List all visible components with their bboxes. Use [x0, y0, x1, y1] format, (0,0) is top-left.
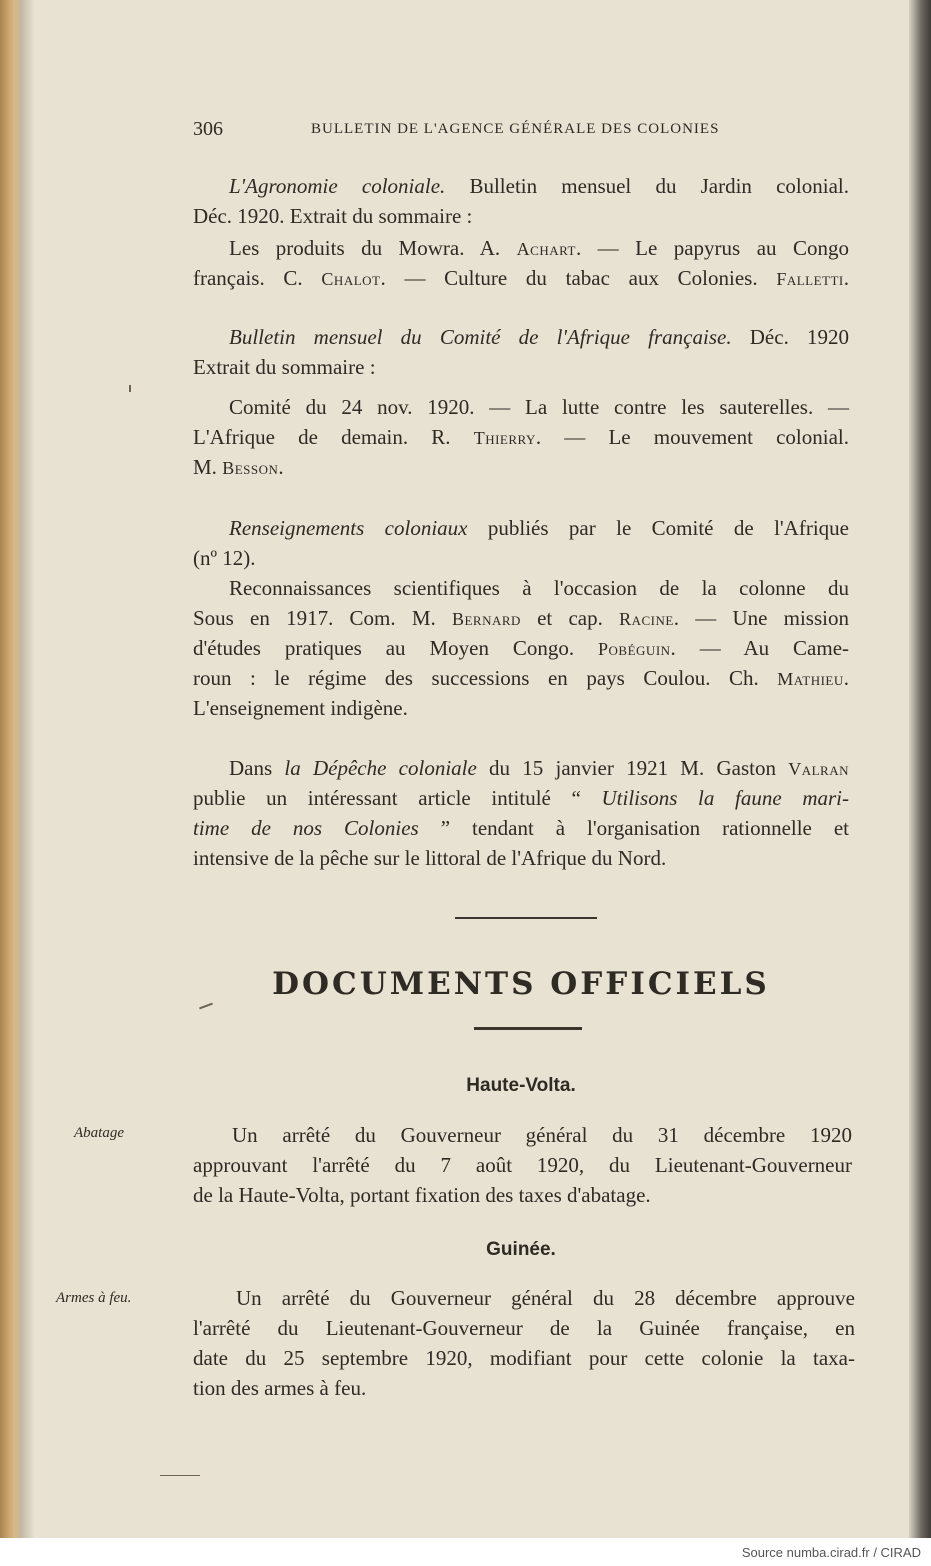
author-name: Chalot	[321, 269, 381, 289]
gutter-shadow	[20, 0, 34, 1538]
author-name: Pobéguin	[598, 639, 671, 659]
margin-note-armes: Armes à feu.	[56, 1290, 132, 1306]
journal-title: L'Agronomie coloniale.	[229, 174, 446, 198]
source-credit: Source numba.cirad.fr / CIRAD	[741, 1545, 921, 1560]
agronomie-line-4: français. C. Chalot. — Culture du tabac aux Colonies. Falletti.	[193, 266, 850, 290]
author-name: Thierry	[473, 428, 536, 448]
agronomie-line-3: Les produits du Mowra. A. Achart. — Le papyrus au Congo	[229, 236, 849, 260]
page-edge-shadow	[909, 0, 931, 1538]
comite-line-3: Comité du 24 nov. 1920. — La lutte contre les sauterelles. —	[229, 395, 849, 419]
separator-rule	[455, 917, 597, 919]
haute-volta-line-2: approuvant l'arrêté du 7 août 1920, du Lieutenant-Gouverneur	[193, 1153, 852, 1177]
comite-line-5: M. Besson.	[193, 455, 284, 479]
depeche-line-3: time de nos Colonies ” tendant à l'organisation rationnelle et	[193, 816, 849, 840]
author-name: Racine	[619, 609, 674, 629]
guinee-line-1: Un arrêté du Gouverneur général du 28 décembre approuve	[236, 1286, 855, 1310]
guinee-line-2: l'arrêté du Lieutenant-Gouverneur de la Guinée française, en	[193, 1316, 855, 1340]
depeche-line-2: publie un intéressant article intitulé “ Utilisons la faune mari-	[193, 786, 849, 810]
author-name: Besson	[222, 458, 279, 478]
renseignements-line-5: d'études pratiques au Moyen Congo. Pobéguin. — Au Came-	[193, 636, 850, 660]
guinee-line-3: date du 25 septembre 1920, modifiant pour cette colonie la taxa-	[193, 1346, 855, 1370]
renseignements-line-1: Renseignements coloniaux publiés par le Comité de l'Afrique	[229, 516, 849, 540]
section-title: DOCUMENTS OFFICIELS	[272, 966, 770, 1002]
scan-speck	[160, 1475, 200, 1476]
renseignements-line-2: (nº 12).	[193, 546, 256, 570]
margin-note-abatage: Abatage	[74, 1125, 124, 1141]
page-number: 306	[193, 118, 223, 140]
author-name: Bernard	[451, 609, 521, 629]
renseignements-line-6: roun : le régime des successions en pays Coulou. Ch. Mathieu.	[193, 666, 849, 690]
subsection-title-haute-volta: Haute-Volta.	[466, 1075, 576, 1096]
journal-title: la Dépêche coloniale	[284, 756, 477, 780]
author-name: Achart	[516, 239, 576, 259]
journal-title: Renseignements coloniaux	[229, 516, 468, 540]
comite-line-1: Bulletin mensuel du Comité de l'Afrique française. Déc. 1920	[229, 325, 850, 349]
author-name: Mathieu	[777, 669, 844, 689]
depeche-line-4: intensive de la pêche sur le littoral de l'Afrique du Nord.	[193, 846, 667, 870]
guinee-line-4: tion des armes à feu.	[193, 1376, 367, 1400]
article-title: time de nos Colonies	[193, 816, 419, 840]
book-binding	[0, 0, 20, 1538]
comite-line-4: L'Afrique de demain. R. Thierry. — Le mouvement colonial.	[193, 425, 849, 449]
agronomie-line-1: L'Agronomie coloniale. Bulletin mensuel du Jardin colonial.	[229, 174, 849, 198]
journal-title: Bulletin mensuel du Comité de l'Afrique française.	[229, 325, 732, 349]
renseignements-line-3: Reconnaissances scientifiques à l'occasion de la colonne du	[229, 576, 849, 600]
article-title: Utilisons la faune mari-	[601, 786, 849, 810]
haute-volta-line-1: Un arrêté du Gouverneur général du 31 décembre 1920	[232, 1123, 852, 1147]
depeche-line-1: Dans la Dépêche coloniale du 15 janvier 1921 M. Gaston Valran	[229, 756, 849, 780]
running-title: BULLETIN DE L'AGENCE GÉNÉRALE DES COLONIES	[311, 121, 720, 137]
haute-volta-line-3: de la Haute-Volta, portant fixation des taxes d'abatage.	[193, 1183, 651, 1207]
author-name: Valran	[788, 759, 849, 779]
author-name: Falletti	[776, 269, 844, 289]
renseignements-line-7: L'enseignement indigène.	[193, 696, 408, 720]
agronomie-line-2: Déc. 1920. Extrait du sommaire :	[193, 204, 473, 228]
running-head	[193, 118, 849, 148]
comite-line-2: Extrait du sommaire :	[193, 355, 376, 379]
title-underline	[474, 1027, 582, 1030]
renseignements-line-4: Sous en 1917. Com. M. Bernard et cap. Racine. — Une mission	[193, 606, 849, 630]
subsection-title-guinee: Guinée.	[486, 1239, 556, 1260]
scan-speck	[129, 385, 131, 392]
